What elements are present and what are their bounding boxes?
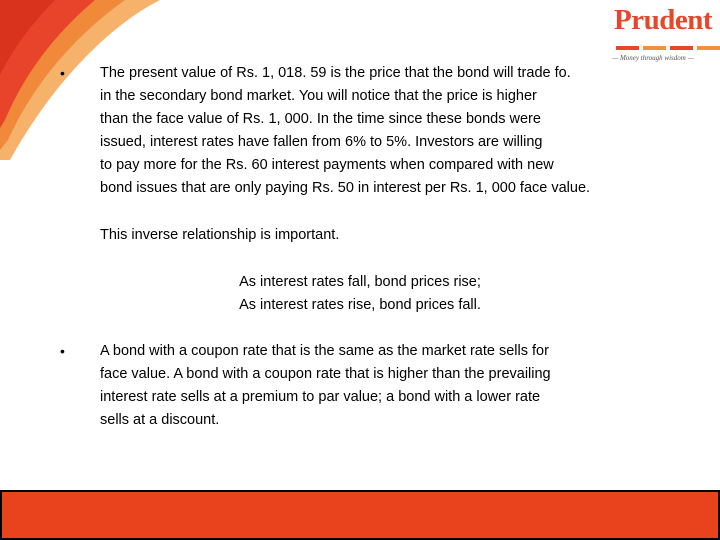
- text-line: The present value of Rs. 1, 018. 59 is the price that the bond will trade fo.: [100, 65, 571, 81]
- note-inverse-relationship: [100, 224, 339, 247]
- logo-bar: [670, 46, 693, 50]
- bullet-marker: •: [60, 65, 65, 81]
- logo-wordmark: Prudent: [614, 4, 712, 36]
- rule-line-2: As interest rates rise, bond prices fall.: [239, 297, 481, 313]
- text-line: in the secondary bond market. You will notice that the price is higher: [100, 88, 537, 104]
- text-line: to pay more for the Rs. 60 interest payments when compared with new: [100, 157, 554, 173]
- rule-statement: [0, 271, 720, 317]
- logo-bar: [616, 46, 639, 50]
- footer-band: [0, 490, 720, 540]
- text-line: A bond with a coupon rate that is the same as the market rate sells for: [100, 343, 549, 359]
- note-text: This inverse relationship is important.: [100, 227, 340, 243]
- logo-bar: [697, 46, 720, 50]
- logo-bar: [643, 46, 666, 50]
- text-line: than the face value of Rs. 1, 000. In the time since these bonds were: [100, 111, 541, 127]
- paragraph-bond-present-value: [100, 62, 590, 200]
- paragraph-coupon-rate: [100, 340, 551, 432]
- rule-line-1: As interest rates fall, bond prices rise;: [239, 274, 481, 290]
- bullet-marker: •: [60, 343, 65, 359]
- text-line: interest rate sells at a premium to par value; a bond with a lower rate: [100, 389, 541, 405]
- text-line: bond issues that are only paying Rs. 50 in interest per Rs. 1, 000 face value.: [100, 180, 591, 196]
- logo-bars: [616, 46, 720, 50]
- logo-tagline: — Money through wisdom —: [612, 54, 694, 62]
- text-line: face value. A bond with a coupon rate that is higher than the prevailing: [100, 366, 551, 382]
- text-line: sells at a discount.: [100, 412, 220, 428]
- prudent-logo: [608, 4, 716, 66]
- text-line: issued, interest rates have fallen from 6% to 5%. Investors are willing: [100, 134, 543, 150]
